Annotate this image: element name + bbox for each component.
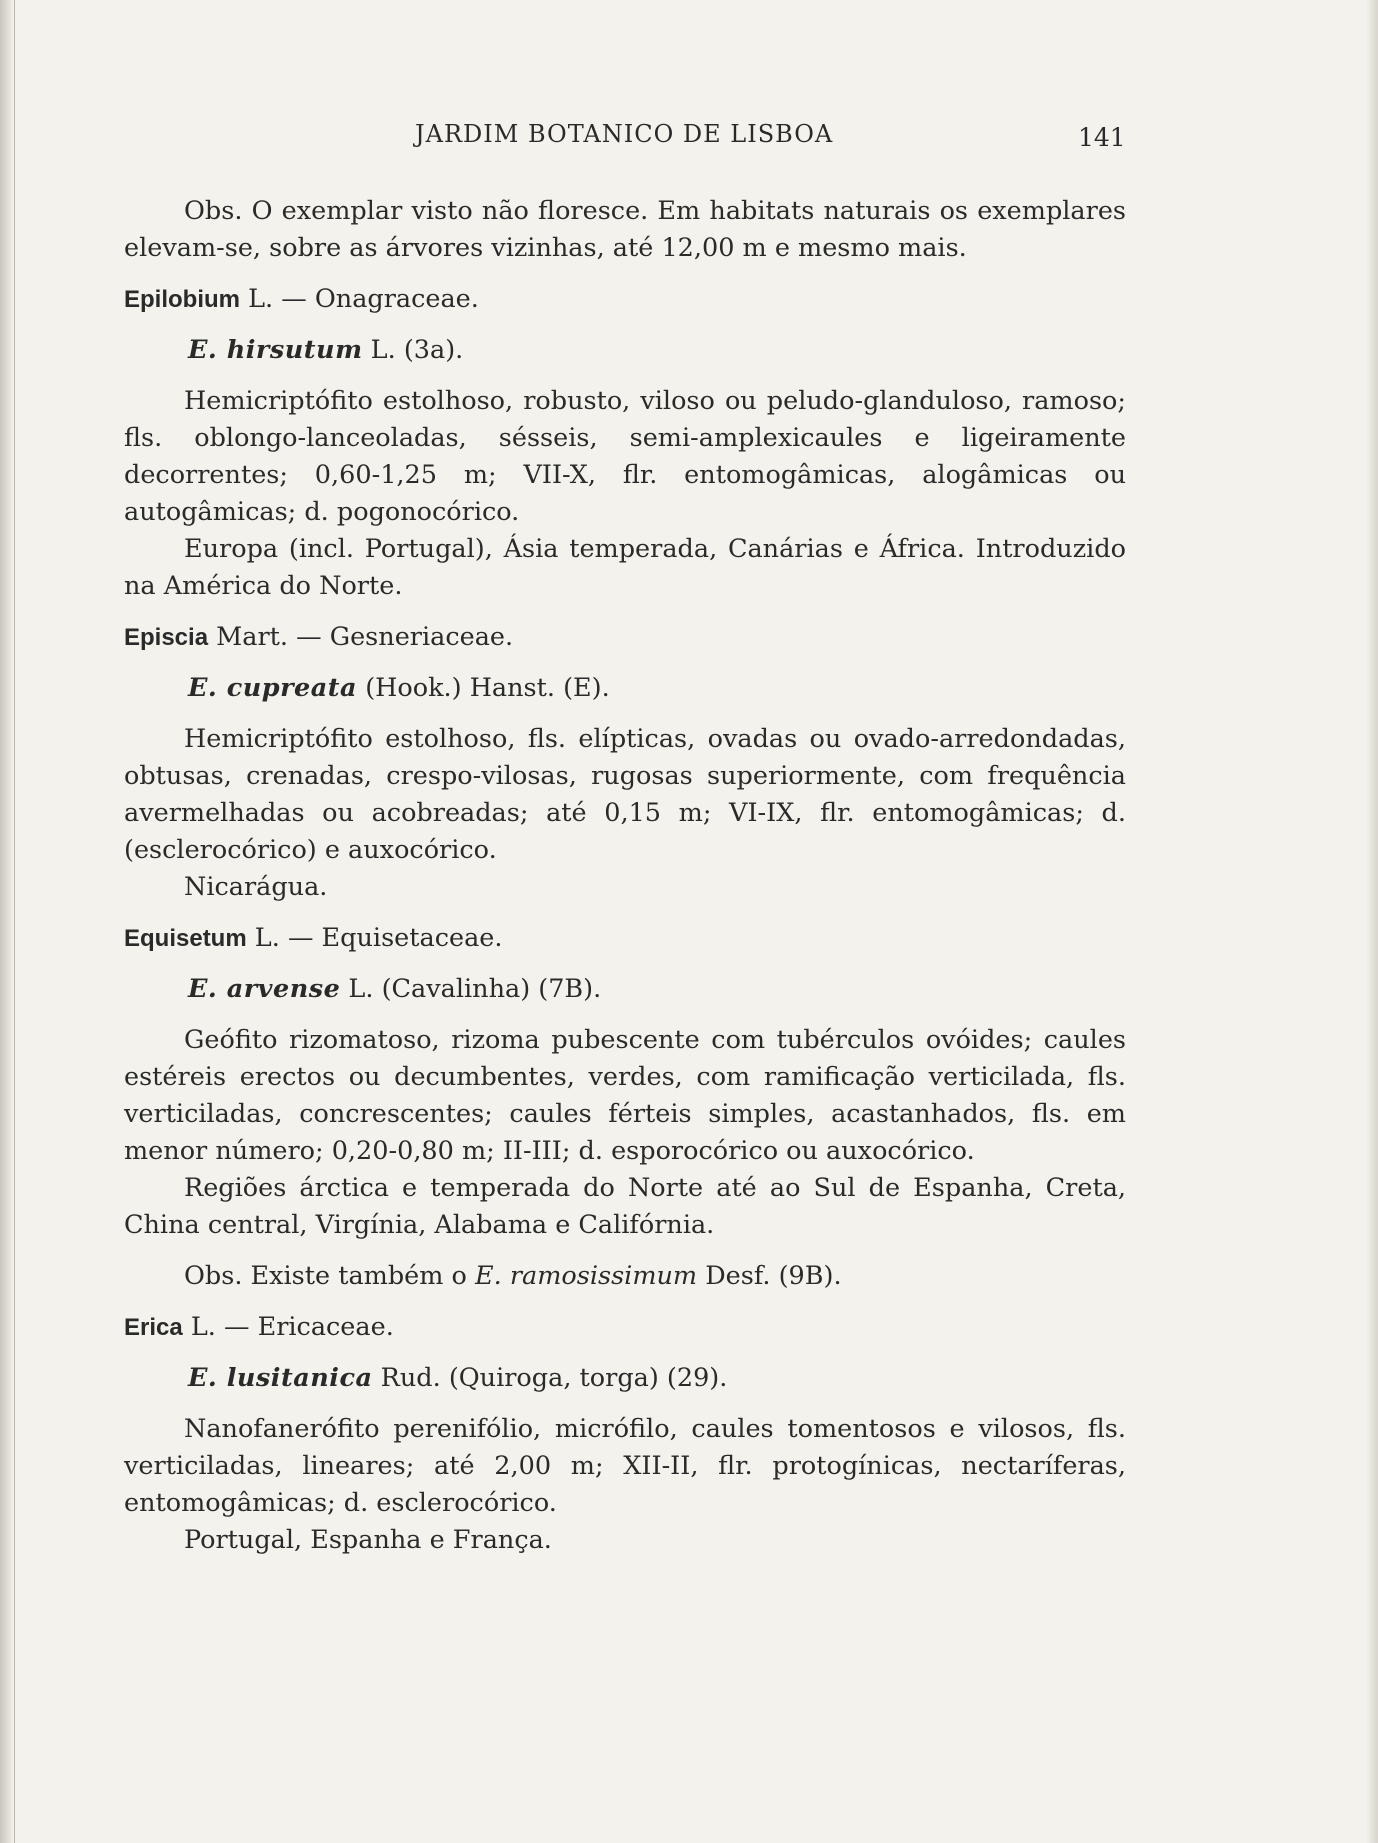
genus-heading — [124, 1309, 1126, 1346]
species-description: Hemicriptófito estolhoso, robusto, viloso ou peludo-glanduloso, ramoso; fls. oblongo-lanceoladas, sésseis, semi-amplexicaules e ligeiramente decorrentes; 0,60-1,25 m; VII-X, flr. entomogâmicas, alogâmicas ou autogâmicas; d. pogonocórico. — [124, 386, 1126, 527]
genus-name: Episcia — [124, 624, 209, 651]
genus-heading — [124, 619, 1126, 656]
page-number: 141 — [1078, 123, 1126, 152]
genus-heading — [124, 920, 1126, 957]
species-distribution: Regiões árctica e temperada do Norte até ao Sul de Espanha, Creta, China central, Virgínia, Alabama e Califórnia. — [124, 1173, 1126, 1240]
species-name: E. hirsutum — [188, 335, 363, 365]
obs-suffix: Desf. (9B). — [705, 1261, 842, 1291]
species-heading — [124, 971, 1126, 1008]
page-edge-right — [1366, 0, 1378, 1843]
page-body — [124, 193, 1126, 1559]
species-name: E. lusitanica — [188, 1363, 373, 1393]
species-authority: L. (Cavalinha) (7B). — [348, 974, 602, 1004]
species-distribution: Europa (incl. Portugal), Ásia temperada, Canárias e África. Introduzido na América do Norte. — [124, 534, 1126, 601]
genus-name: Equisetum — [124, 925, 247, 952]
genus-family: L. — Equisetaceae. — [254, 923, 503, 953]
obs-prefix: Obs. Existe também o — [184, 1261, 467, 1291]
species-description: Geófito rizomatoso, rizoma pubescente com tubérculos ovóides; caules estéreis erectos ou decumbentes, verdes, com ramificação verticilada, fls. verticiladas, concrescentes; caules férteis simples, acastanhados, fls. em menor número; 0,20-0,80 m; II-III; d. esporocórico ou auxocórico. — [124, 1025, 1126, 1166]
genus-family: Mart. — Gesneriaceae. — [216, 622, 514, 652]
page-edge-line — [14, 0, 15, 1843]
species-heading — [124, 1360, 1126, 1397]
obs-species: E. ramosissimum — [475, 1261, 698, 1291]
genus-heading — [124, 281, 1126, 318]
genus-family: L. — Onagraceae. — [248, 284, 479, 314]
species-obs — [124, 1258, 1126, 1295]
page-header — [0, 120, 1378, 160]
species-heading — [124, 332, 1126, 369]
species-authority: (Hook.) Hanst. (E). — [365, 673, 610, 703]
genus-name: Epilobium — [124, 286, 240, 313]
page-edge-shadow — [0, 0, 14, 1843]
species-description: Nanofanerófito perenifólio, micrófilo, caules tomentosos e vilosos, fls. verticiladas, lineares; até 2,00 m; XII-II, flr. protogínicas, nectaríferas, entomogâmicas; d. esclerocórico. — [124, 1414, 1126, 1518]
species-authority: L. (3a). — [370, 335, 464, 365]
species-description: Hemicriptófito estolhoso, fls. elípticas, ovadas ou ovado-arredondadas, obtusas, crenadas, crespo-vilosas, rugosas superiormente, com frequência avermelhadas ou acobreadas; até 0,15 m; VI-IX, flr. entomogâmicas; d. (esclerocórico) e auxocórico. — [124, 724, 1126, 865]
genus-family: L. — Ericaceae. — [190, 1312, 394, 1342]
species-distribution: Portugal, Espanha e França. — [184, 1525, 552, 1555]
species-distribution: Nicarágua. — [184, 872, 328, 902]
species-authority: Rud. (Quiroga, torga) (29). — [380, 1363, 728, 1393]
species-heading — [124, 670, 1126, 707]
running-title: JARDIM BOTANICO DE LISBOA — [415, 120, 834, 148]
species-name: E. arvense — [188, 974, 341, 1004]
genus-name: Erica — [124, 1314, 183, 1341]
obs-paragraph: Obs. O exemplar visto não floresce. Em habitats naturais os exemplares elevam-se, sobre as árvores vizinhas, até 12,00 m e mesmo mais. — [124, 196, 1126, 263]
species-name: E. cupreata — [188, 673, 358, 703]
